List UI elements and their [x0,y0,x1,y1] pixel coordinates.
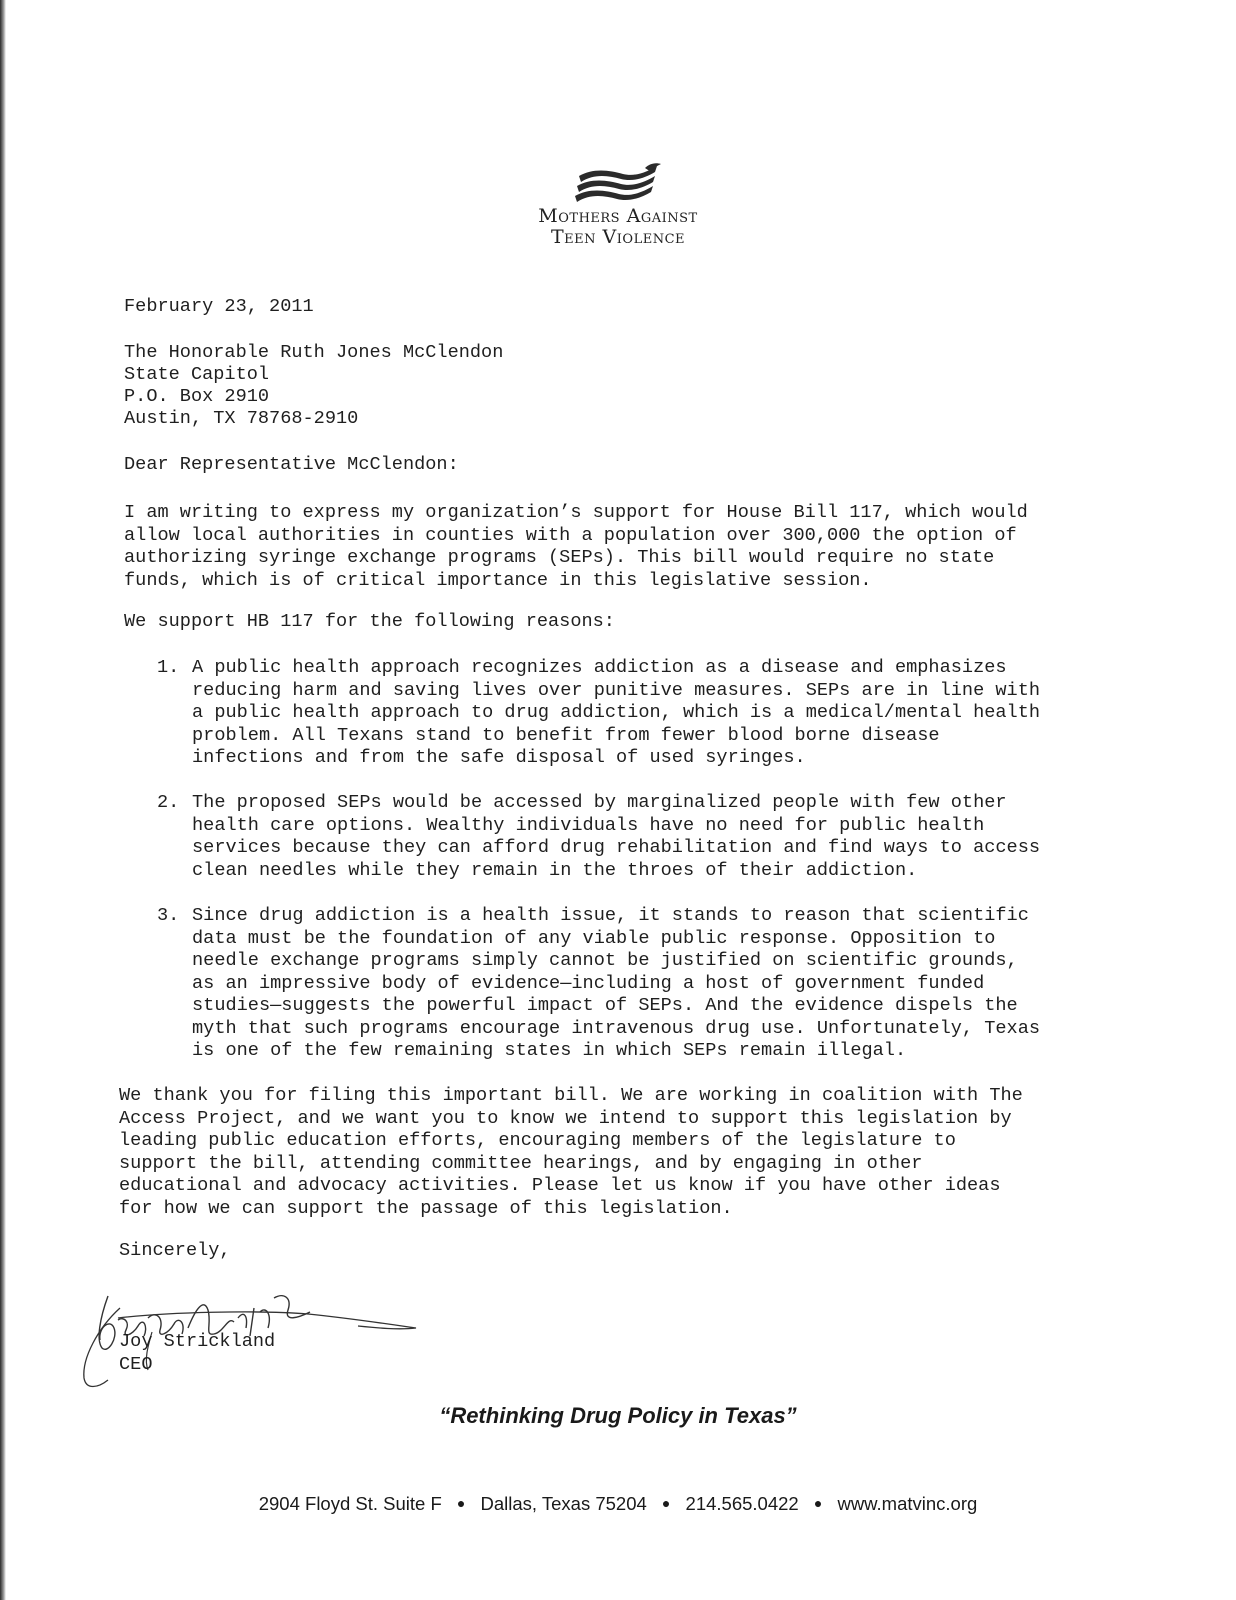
footer-city: Dallas, Texas 75204 [480,1493,647,1514]
salutation: Dear Representative McClendon: [124,454,459,475]
footer-phone: 214.565.0422 [685,1493,799,1514]
list-item-text: Since drug addiction is a health issue, it stands to reason that scientific data must be the foundation of any viable public response. Opposition to needle exchange programs simply cannot be justified on scientific grounds, as an impressive body of evidence—including a host of government funded studies—suggests the powerful impact of SEPs. And the evidence dispels the myth that such programs encourage intravenous drug use. Unfortunately, Texas is one of the few remaining states in which SEPs remain illegal. [192,905,1041,1061]
footer-website: www.matvinc.org [837,1493,978,1514]
recipient-line-4: Austin, TX 78768-2910 [124,408,359,429]
recipient-line-2: State Capitol [124,364,270,385]
list-item-number: 3. [157,905,180,926]
bullet-separator-icon: ● [813,1495,823,1511]
org-name-line-1: Mothers Against [538,205,698,227]
list-item-text: The proposed SEPs would be accessed by marginalized people with few other health care options. Wealthy individuals have no need for public health services because they can afford drug rehabilitation and find ways to access clean needles while they remain in the throes of their addiction. [192,792,1041,881]
bullet-separator-icon: ● [456,1495,466,1511]
org-name-line-2: Teen Violence [550,226,685,248]
letterhead [0,160,1236,248]
bullet-separator-icon: ● [661,1495,671,1511]
reasons-intro: We support HB 117 for the following reasons: [124,611,615,632]
flag-waves-icon [573,160,663,206]
list-item-number: 2. [157,792,180,813]
intro-paragraph: I am writing to express my organization’s support for House Bill 117, which would allow local authorities in counties with a population over 300,000 the option of authorizing syringe exchange programs (SEPs). This bill would require no state funds, which is of critical importance in this legislative session. [124,502,1028,591]
recipient-line-3: P.O. Box 2910 [124,386,270,407]
signer-title: CEO [119,1354,153,1375]
letter-date: February 23, 2011 [124,296,314,317]
tagline: “Rethinking Drug Policy in Texas” [439,1403,797,1428]
list-item-text: A public health approach recognizes addiction as a disease and emphasizes reducing harm and saving lives over punitive measures. SEPs are in line with a public health approach to drug addiction, which is a medical/mental health problem. All Texans stand to benefit from fewer blood borne disease infections and from the safe disposal of used syringes. [192,657,1041,768]
list-item-number: 1. [157,657,180,678]
sign-off: Sincerely, [119,1240,231,1261]
closing-paragraph: We thank you for filing this important bill. We are working in coalition with The Access Project, and we want you to know we intend to support this legislation by leading public education efforts, encouraging members of the legislature to support the bill, attending committee hearings, and by engaging in other educational and advocacy activities. Please let us know if you have other ideas for how we can support the passage of this legislation. [119,1085,1023,1219]
recipient-line-1: The Honorable Ruth Jones McClendon [124,342,504,363]
signer-name: Joy Strickland [119,1331,276,1352]
footer-address: 2904 Floyd St. Suite F [258,1493,442,1514]
footer-contact [0,1493,1236,1515]
